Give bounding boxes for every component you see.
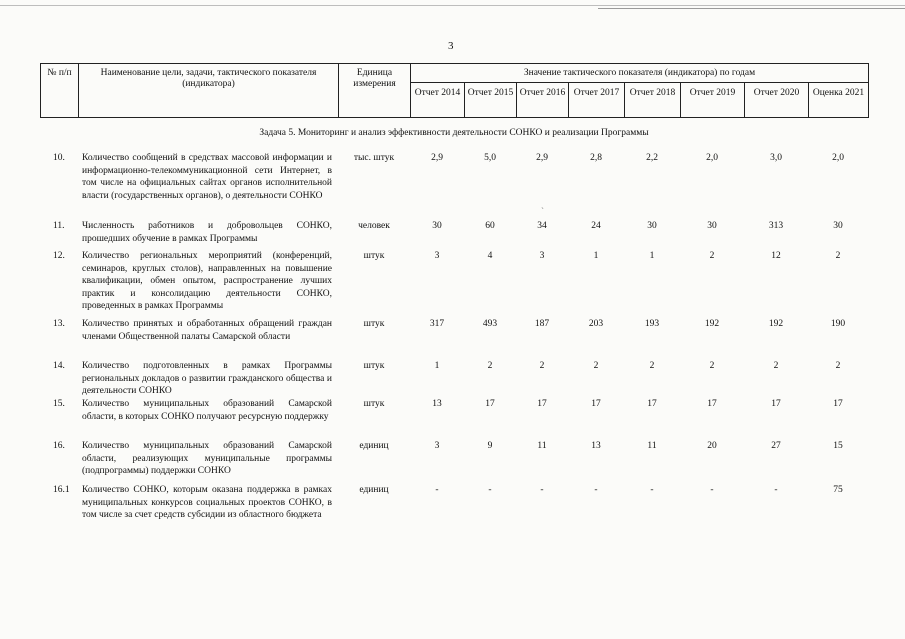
row-value: 30: [647, 221, 657, 231]
row-value: 13: [432, 399, 442, 409]
header-year: Оценка 2021: [809, 83, 869, 118]
row-value: -: [650, 485, 654, 495]
row-number: 14.: [53, 361, 65, 371]
row-value: 192: [768, 319, 784, 329]
row-value: 30: [707, 221, 717, 231]
table-row: [40, 360, 868, 398]
header-year: Отчет 2016: [517, 83, 569, 118]
row-value: 2: [835, 361, 841, 371]
row-unit: штук: [363, 251, 385, 261]
header-num: № п/п: [41, 64, 79, 118]
row-value: 317: [429, 319, 445, 329]
row-value: 2: [773, 361, 779, 371]
header-year: Отчет 2018: [625, 83, 681, 118]
row-value: 2: [649, 361, 655, 371]
row-indicator-name: Количество подготовленных в рамках Программы региональных докладов о развитии гражданского общества и деятельности СОНКО: [82, 361, 332, 396]
row-value: 2: [709, 361, 715, 371]
row-unit: единиц: [359, 485, 389, 495]
row-value: 24: [591, 221, 601, 231]
row-value: 313: [768, 221, 784, 231]
row-value: 2: [539, 361, 545, 371]
row-value: 193: [644, 319, 660, 329]
header-year: Отчет 2015: [465, 83, 517, 118]
row-value: 3: [434, 251, 440, 261]
row-value: 190: [830, 319, 846, 329]
row-value: 3: [434, 441, 440, 451]
header-unit: Единица измерения: [339, 64, 411, 118]
row-value: 1: [434, 361, 440, 371]
row-value: 30: [432, 221, 442, 231]
row-value: 60: [485, 221, 495, 231]
row-value: 2: [487, 361, 493, 371]
row-value: 17: [833, 399, 843, 409]
row-unit: единиц: [359, 441, 389, 451]
row-value: 34: [537, 221, 547, 231]
header-year: Отчет 2019: [681, 83, 745, 118]
row-number: 11.: [53, 221, 65, 231]
row-indicator-name: Количество СОНКО, которым оказана поддержка в рамках муниципальных конкурсов социальных проектов СОНКО, в том числе за счет средств субсидии из областного бюджета: [82, 485, 332, 520]
row-value: 187: [534, 319, 550, 329]
row-value: 2,8: [590, 153, 602, 163]
row-value: 192: [704, 319, 720, 329]
table-row: [40, 220, 868, 250]
table-header: [40, 63, 869, 118]
header-values-group: Значение тактического показателя (индикатора) по годам: [411, 64, 869, 83]
row-indicator-name: Количество принятых и обработанных обращений граждан членами Общественной палаты Самарской области: [82, 319, 332, 342]
row-value: 203: [588, 319, 604, 329]
row-number: 13.: [53, 319, 65, 329]
row-value: 13: [591, 441, 601, 451]
row-value: 493: [482, 319, 498, 329]
task-title: Задача 5. Мониторинг и анализ эффективности деятельности СОНКО и реализации Программы: [259, 128, 649, 138]
row-value: -: [594, 485, 598, 495]
row-value: 2: [709, 251, 715, 261]
header-year: Отчет 2020: [745, 83, 809, 118]
row-value: 17: [591, 399, 601, 409]
table-row: [40, 484, 868, 534]
header-year: Отчет 2017: [569, 83, 625, 118]
row-value: 3,0: [770, 153, 782, 163]
row-value: 1: [593, 251, 599, 261]
row-value: -: [540, 485, 544, 495]
row-value: 5,0: [484, 153, 496, 163]
row-unit: тыс. штук: [353, 153, 395, 163]
row-indicator-name: Количество сообщений в средствах массовой информации и информационно-телекоммуникационной сети Интернет, в том числе на официальных сайтах органов исполнительной власти (государственных органов), о деятельности СОНКО: [82, 153, 332, 201]
row-indicator-name: Численность работников и добровольцев СОНКО, прошедших обучение в рамках Программы: [82, 221, 332, 244]
row-value: 27: [771, 441, 781, 451]
row-indicator-name: Количество муниципальных образований Самарской области, реализующих муниципальные программы (подпрограммы) поддержки СОНКО: [82, 441, 332, 476]
scan-top-edge: [0, 5, 905, 6]
row-value: 17: [485, 399, 495, 409]
row-value: 2: [593, 361, 599, 371]
table-row: [40, 250, 868, 318]
row-unit: человек: [358, 221, 390, 231]
row-value: -: [435, 485, 439, 495]
row-value: 4: [487, 251, 493, 261]
row-indicator-name: Количество региональных мероприятий (конференций, семинаров, круглых столов), направленных на повышение квалификации, обмен опытом, распространение лучших практик и консолидацию деятельности СОНКО, проведенных в рамках Программы: [82, 251, 332, 311]
row-value: 2,0: [832, 153, 844, 163]
header-year: Отчет 2014: [411, 83, 465, 118]
table-row: [40, 152, 868, 220]
row-unit: штук: [363, 361, 385, 371]
row-value: 11: [537, 441, 547, 451]
row-value: -: [774, 485, 778, 495]
table-row: [40, 440, 868, 484]
row-value: 2,9: [431, 153, 443, 163]
row-number: 16.1: [53, 485, 70, 495]
row-value: -: [710, 485, 714, 495]
row-value: 1: [649, 251, 655, 261]
row-indicator-name: Количество муниципальных образований Самарской области, в которых СОНКО получают ресурсную поддержку: [82, 399, 332, 422]
row-value: 2,0: [706, 153, 718, 163]
table-row: [40, 398, 868, 440]
row-unit: штук: [363, 319, 385, 329]
row-number: 10.: [53, 153, 65, 163]
row-value: 2,2: [646, 153, 658, 163]
row-value: -: [488, 485, 492, 495]
row-number: 15.: [53, 399, 65, 409]
row-value: 20: [707, 441, 717, 451]
row-value: 17: [647, 399, 657, 409]
header-name: Наименование цели, задачи, тактического показателя (индикатора): [79, 64, 339, 118]
table-row: [40, 318, 868, 360]
row-value: 11: [647, 441, 657, 451]
row-value: 17: [537, 399, 547, 409]
row-value: 9: [487, 441, 493, 451]
row-unit: штук: [363, 399, 385, 409]
indicator-table: [40, 152, 868, 534]
row-value: 17: [707, 399, 717, 409]
row-value: 2: [835, 251, 841, 261]
row-value: 12: [771, 251, 781, 261]
row-value: 2,9: [536, 153, 548, 163]
row-value: 15: [833, 441, 843, 451]
page-number: 3: [448, 40, 454, 52]
row-value: 17: [771, 399, 781, 409]
row-value: 3: [539, 251, 545, 261]
row-value: 30: [833, 221, 843, 231]
scan-speck: `: [541, 206, 544, 216]
row-number: 12.: [53, 251, 65, 261]
scan-top-edge-right: [598, 8, 905, 9]
row-number: 16.: [53, 441, 65, 451]
row-value: 75: [833, 485, 843, 495]
